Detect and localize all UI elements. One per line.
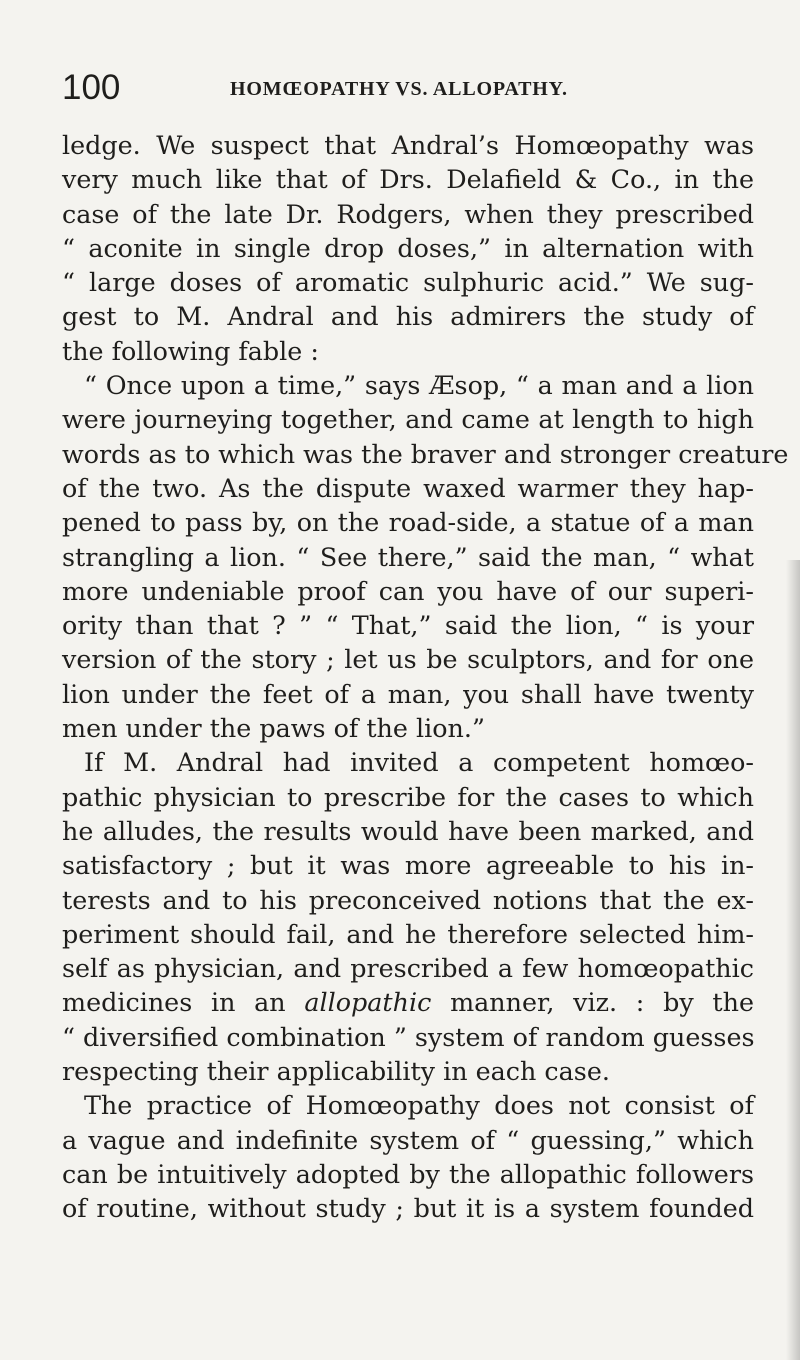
text-line: “ large doses of aromatic sulphuric acid.” We sug-: [62, 267, 754, 298]
text-line: satisfactory ; but it was more agreeable to his in-: [62, 850, 754, 881]
text-line: were journeying together, and came at length to high: [62, 404, 754, 435]
text-line: “ diversified combination ” system of random guesses: [62, 1021, 755, 1052]
text-line: gest to M. Andral and his admirers the study of: [62, 301, 754, 332]
text-line: “ Once upon a time,” says Æsop, “ a man and a lion: [84, 370, 754, 401]
text-line: respecting their applicability in each case.: [62, 1056, 610, 1087]
text-line: very much like that of Drs. Delafield & Co., in the: [62, 164, 754, 195]
text-line: “ aconite in single drop doses,” in alternation with: [62, 232, 754, 263]
text-line: the following fable :: [62, 335, 319, 366]
text-line: pened to pass by, on the road-side, a statue of a man: [62, 507, 754, 538]
page-edge-shadow: [786, 560, 800, 1360]
text-line: The practice of Homœopathy does not consist of: [84, 1090, 754, 1121]
text-line: If M. Andral had invited a competent homœo-: [84, 747, 754, 778]
text-line: of routine, without study ; but it is a system founded: [62, 1193, 754, 1224]
italic-word: allopathic: [304, 987, 432, 1018]
text-line: lion under the feet of a man, you shall have twenty: [62, 678, 754, 709]
text-line: ority than that ? ” “ That,” said the lion, “ is your: [62, 610, 754, 641]
text-line: strangling a lion. “ See there,” said the man, “ what: [62, 541, 754, 572]
text-line-with-italic: [62, 985, 754, 1019]
body-text: [62, 128, 789, 1226]
page-number: 100: [62, 68, 121, 107]
text-line: of the two. As the dispute waxed warmer they hap-: [62, 472, 754, 503]
text-line: more undeniable proof can you have of our superi-: [62, 575, 754, 606]
text-line: can be intuitively adopted by the allopathic followers: [62, 1158, 754, 1189]
text-line: periment should fail, and he therefore selected him-: [62, 918, 754, 949]
text-line: ledge. We suspect that Andral’s Homœopathy was: [62, 130, 754, 160]
text-line: case of the late Dr. Rodgers, when they prescribed: [62, 198, 754, 229]
text-line: a vague and indefinite system of “ guessing,” which: [62, 1124, 754, 1155]
text-line: words as to which was the braver and stronger creature: [62, 438, 789, 469]
page-header: [62, 70, 752, 110]
running-head: HOMŒOPATHY VS. ALLOPATHY.: [230, 78, 568, 100]
text-line: he alludes, the results would have been marked, and: [62, 815, 754, 846]
text-segment: manner, viz. : by the: [431, 987, 754, 1018]
text-line: men under the paws of the lion.”: [62, 713, 485, 744]
text-line: version of the story ; let us be sculptors, and for one: [62, 644, 754, 675]
text-line: terests and to his preconceived notions that the ex-: [62, 884, 754, 915]
text-line: self as physician, and prescribed a few homœopathic: [62, 953, 754, 984]
text-line: pathic physician to prescribe for the cases to which: [62, 781, 754, 812]
text-segment: medicines in an: [62, 987, 305, 1018]
